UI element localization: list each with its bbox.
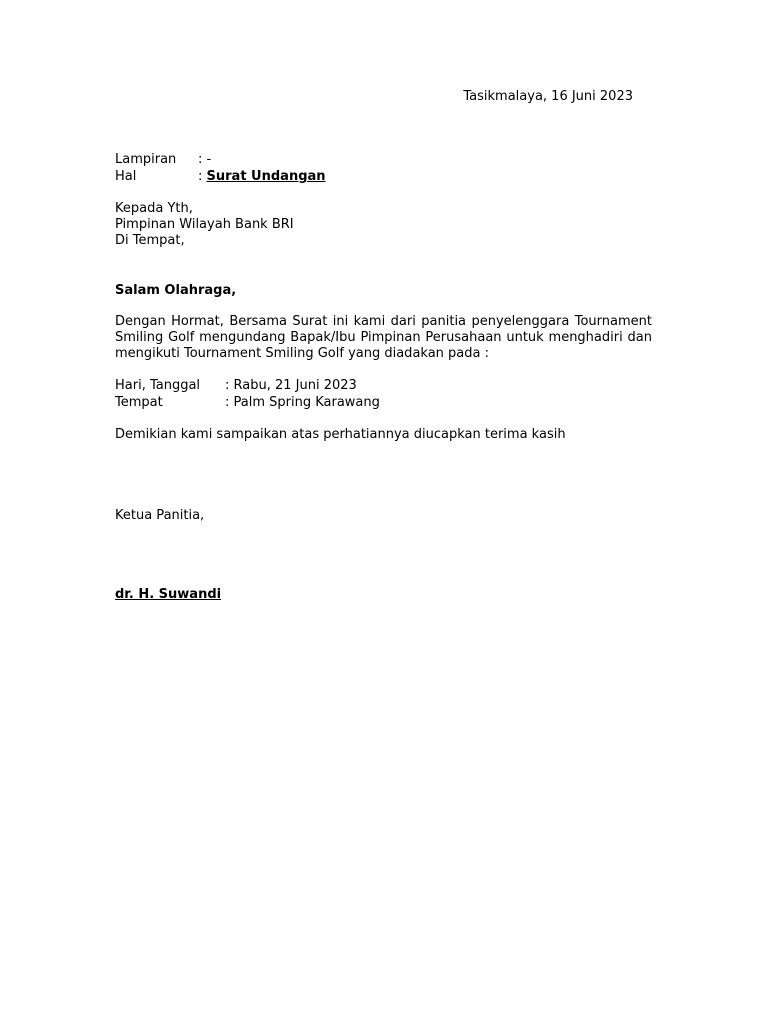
subject-separator: : — [198, 169, 207, 184]
greeting: Salam Olahraga, — [115, 283, 237, 298]
detail-row — [115, 378, 380, 395]
place-date: Tasikmalaya, 16 Juni 2023 — [463, 89, 633, 104]
detail-label: Hari, Tanggal — [115, 378, 201, 393]
recipient-line: Di Tempat, — [115, 233, 185, 248]
letter-meta — [115, 152, 326, 186]
event-details — [115, 378, 380, 412]
body-paragraph: Dengan Hormat, Bersama Surat ini kami dari panitia penyelenggara Tournament Smiling Golf mengundang Bapak/Ibu Pimpinan Perusahaan untuk menghadiri dan mengikuti Tournament Smiling Golf yang diadakan pada : — [115, 314, 652, 361]
attachment-row — [115, 152, 326, 169]
attachment-value: : - — [198, 152, 212, 167]
subject-row — [115, 169, 326, 186]
signatory-role: Ketua Panitia, — [115, 508, 205, 523]
subject-label: Hal — [115, 169, 137, 184]
recipient-line: Pimpinan Wilayah Bank BRI — [115, 217, 294, 232]
detail-value: : Palm Spring Karawang — [225, 395, 380, 410]
attachment-label: Lampiran — [115, 152, 177, 167]
detail-label: Tempat — [115, 395, 163, 410]
closing-sentence: Demikian kami sampaikan atas perhatiannya diucapkan terima kasih — [115, 427, 566, 442]
detail-row — [115, 395, 380, 412]
detail-value: : Rabu, 21 Juni 2023 — [225, 378, 357, 393]
recipient-line: Kepada Yth, — [115, 201, 193, 216]
subject-value: Surat Undangan — [206, 169, 326, 184]
recipient-block — [115, 201, 294, 249]
signatory-name: dr. H. Suwandi — [115, 587, 222, 602]
